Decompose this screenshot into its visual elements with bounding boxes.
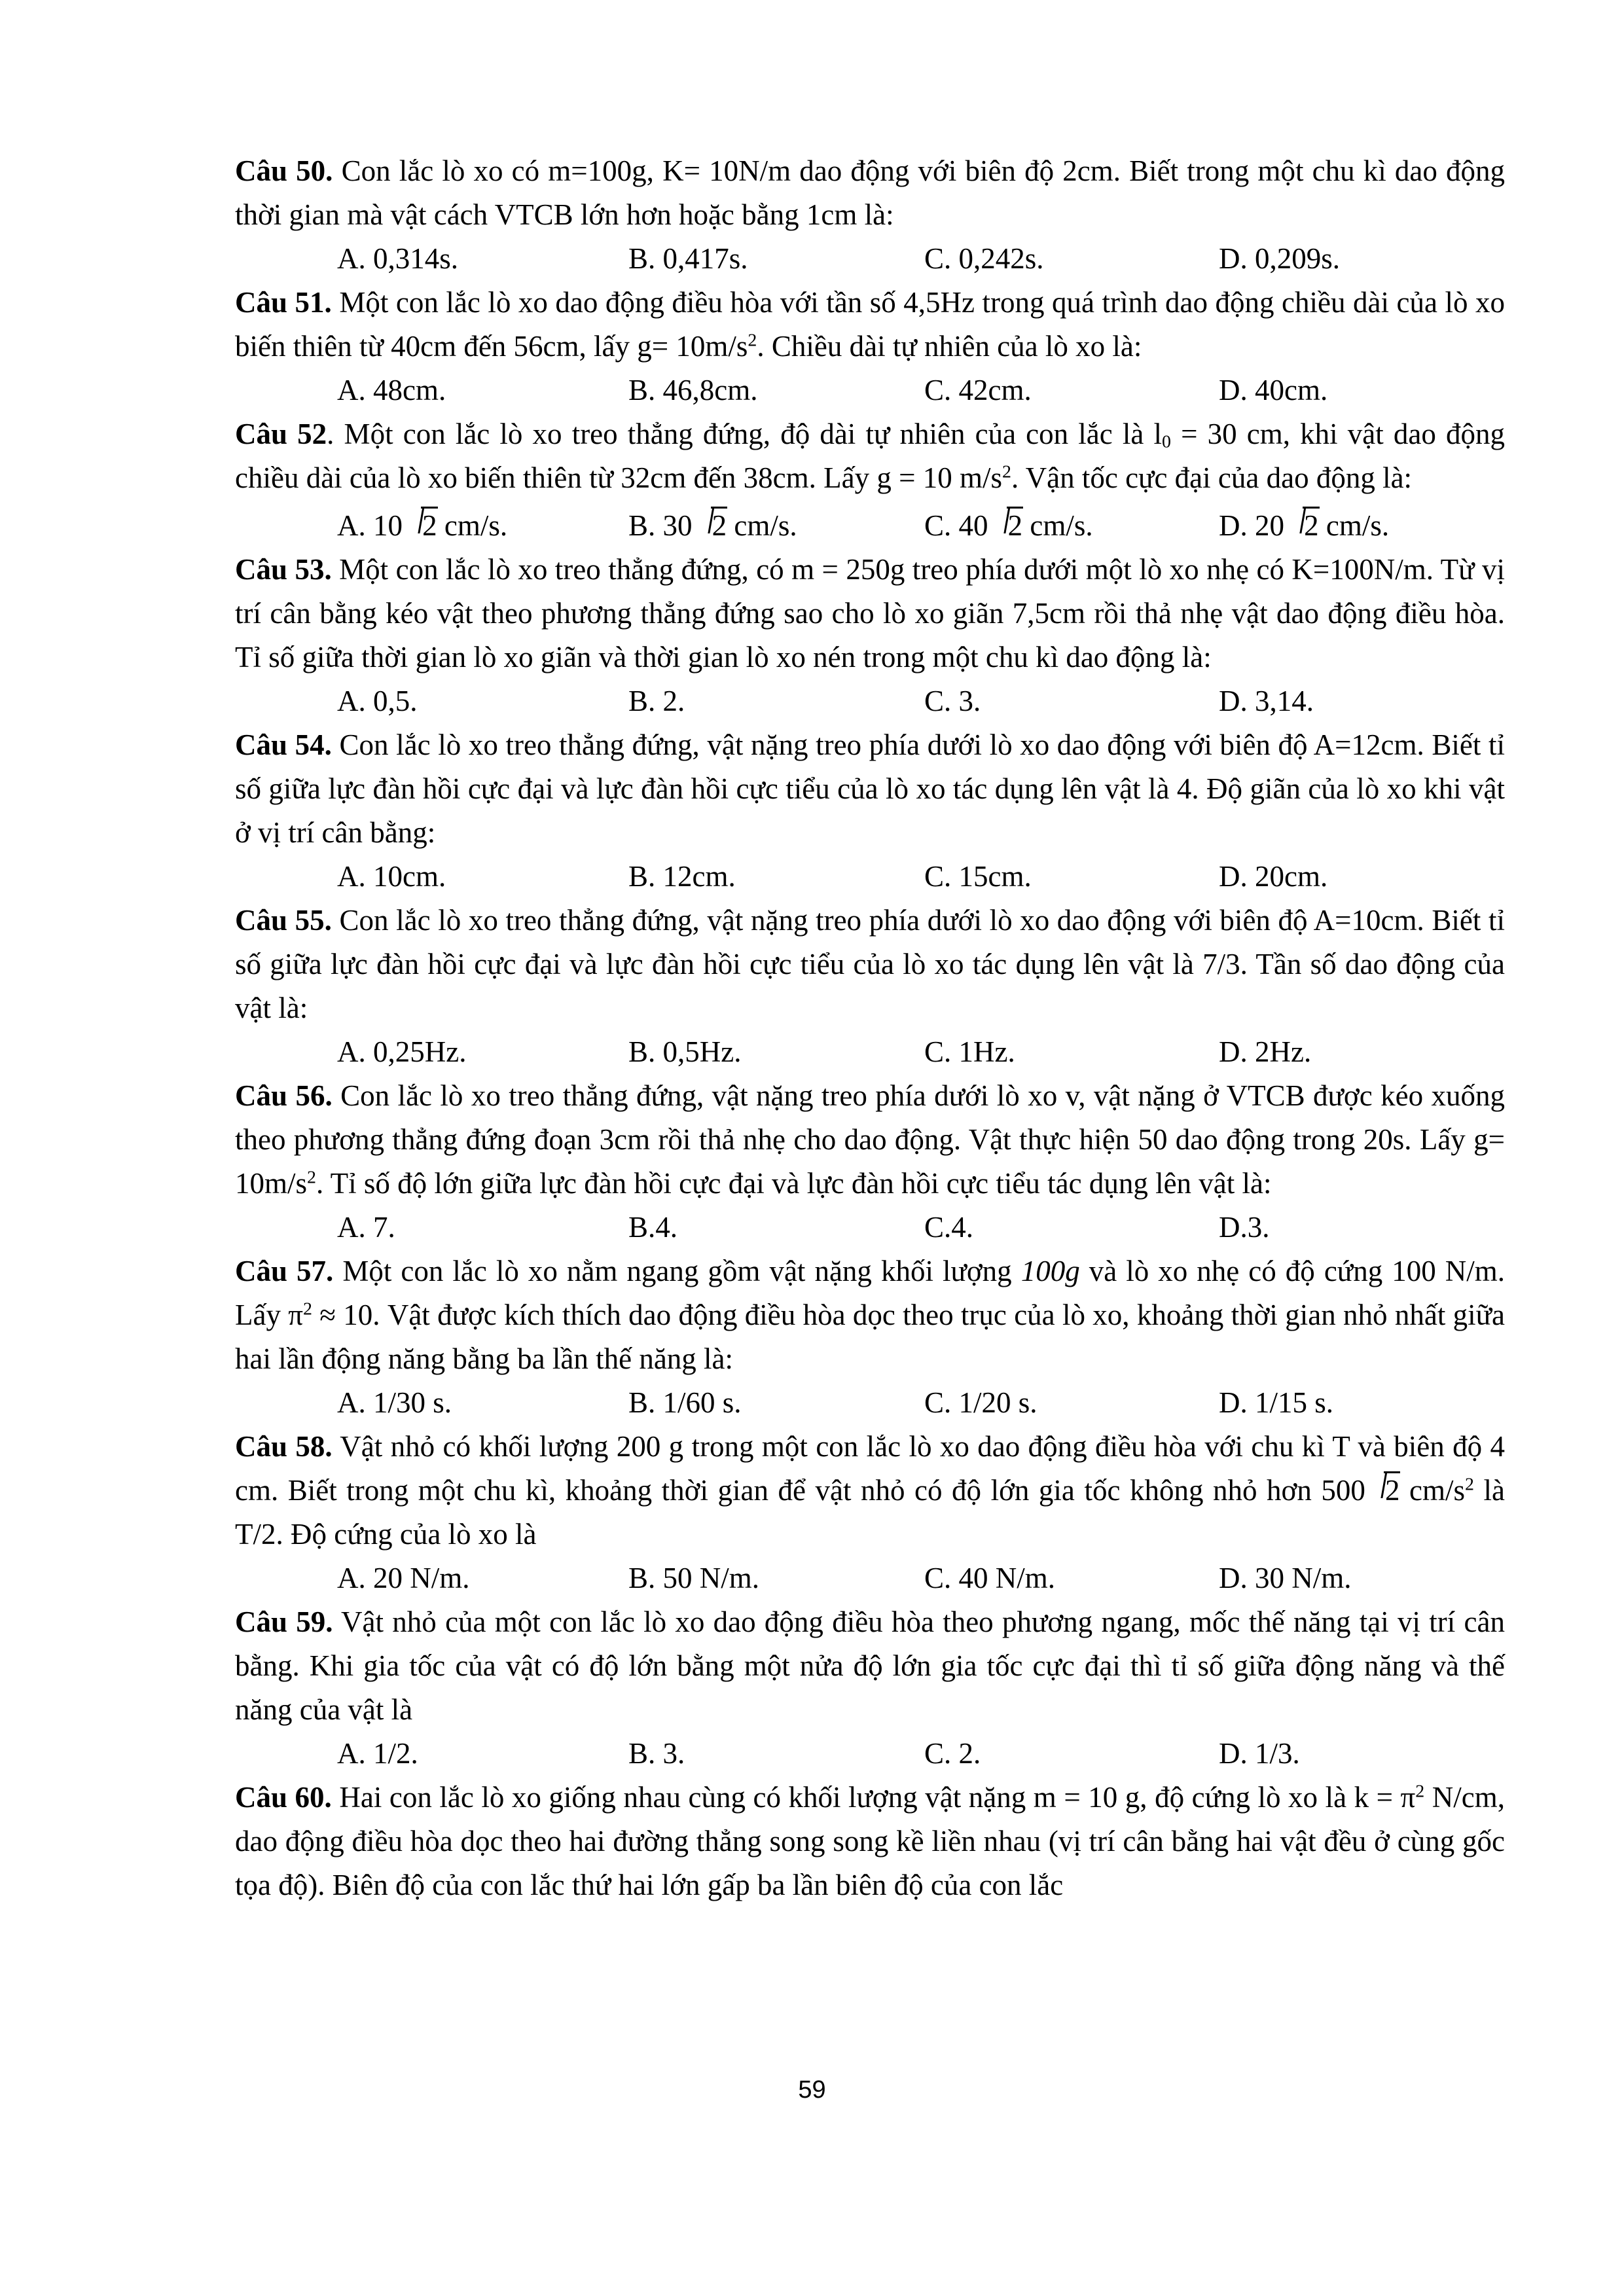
question-text: Hai con lắc lò xo giống nhau cùng có khối lượng vật nặng m = 10 g, độ cứng lò xo là k = π	[331, 1781, 1416, 1814]
sqrt-symbol: 2	[1286, 504, 1318, 548]
option-d: D. 0,209s.	[1219, 242, 1341, 275]
answer-options	[337, 1556, 1505, 1600]
option-d: D. 1/3.	[1219, 1737, 1300, 1770]
option-d: D. 2Hz.	[1219, 1035, 1312, 1068]
exponent: 2	[1002, 461, 1011, 482]
sqrt-symbol: 2	[1367, 1469, 1399, 1513]
question-57	[235, 1249, 1505, 1381]
option-a: A. 0,314s.	[337, 242, 459, 275]
question-60	[235, 1776, 1505, 1907]
option-prefix: A. 10	[337, 509, 403, 542]
option-c: C. 15cm.	[924, 860, 1032, 893]
question-label: Câu 50.	[235, 154, 333, 187]
question-text: Vật nhỏ của một con lắc lò xo dao động điều hòa theo phương ngang, mốc thế năng tại vị trí cân bằng. Khi gia tốc của vật có độ lớn bằng một nửa độ lớn gia tốc cực đại thì tỉ số giữa động năng và thế năng của vật là	[235, 1605, 1505, 1726]
answer-options	[337, 1732, 1505, 1776]
question-text: . Vận tốc cực đại của dao động là:	[1011, 461, 1413, 494]
option-b: B. 46,8cm.	[628, 374, 758, 406]
option-a: A. 48cm.	[337, 374, 446, 406]
exponent: 2	[307, 1167, 316, 1188]
option-d: D. 3,14.	[1219, 685, 1314, 717]
option-c: C. 1/20 s.	[924, 1386, 1038, 1419]
question-text: Một con lắc lò xo dao động điều hòa với tần số 4,5Hz trong quá trình dao động chiều dài của lò xo biến thiên từ 40cm đến 56cm, lấy g= 10m/s	[235, 286, 1506, 363]
option-a: A. 1/2.	[337, 1737, 418, 1770]
exponent: 2	[303, 1299, 312, 1319]
question-50	[235, 149, 1505, 237]
option-a: A. 0,5.	[337, 685, 418, 717]
exponent: 2	[1415, 1781, 1425, 1802]
option-b: B. 3.	[628, 1737, 685, 1770]
answer-options	[337, 679, 1505, 723]
question-text: ≈ 10. Vật được kích thích dao động điều hòa dọc theo trục của lò xo, khoảng thời gian nhỏ nhất giữa hai lần động năng bằng ba lần thế năng là:	[235, 1299, 1505, 1375]
question-text: Con lắc lò xo có m=100g, K= 10N/m dao động với biên độ 2cm. Biết trong một chu kì dao động thời gian mà vật cách VTCB lớn hơn hoặc bằng 1cm là:	[235, 154, 1505, 231]
question-label: Câu 57.	[235, 1255, 334, 1287]
question-text: Con lắc lò xo treo thẳng đứng, vật nặng treo phía dưới lò xo v, vật nặng ở VTCB được kéo xuống theo phương thẳng đứng đoạn 3cm rồi thả nhẹ cho dao động. Vật thực hiện 50 dao động trong 20s. Lấy g= 10m/s	[235, 1079, 1505, 1200]
option-b: B. 12cm.	[628, 860, 736, 893]
option-a: A. 0,25Hz.	[337, 1035, 467, 1068]
question-text: N/cm, dao động điều hòa dọc theo hai đường thẳng song song kề liền nhau (vị trí cân bằng hai vật đều ở cùng gốc tọa độ). Biên độ của con lắc thứ hai lớn gấp ba lần biên độ của con lắc	[235, 1781, 1505, 1901]
option-b: B.4.	[628, 1211, 678, 1244]
option-d	[1219, 504, 1415, 548]
answer-options	[337, 1381, 1505, 1425]
option-d: D.3.	[1219, 1211, 1270, 1244]
option-b: B. 1/60 s.	[628, 1386, 742, 1419]
option-unit: cm/s.	[437, 509, 508, 542]
question-56	[235, 1074, 1505, 1206]
exponent: 2	[748, 330, 757, 351]
question-label: Câu 59.	[235, 1605, 333, 1638]
option-c: C. 2.	[924, 1737, 981, 1770]
option-d: D. 20cm.	[1219, 860, 1328, 893]
option-prefix: D. 20	[1219, 509, 1284, 542]
sqrt-symbol: 2	[990, 504, 1022, 548]
option-prefix: C. 40	[924, 509, 988, 542]
question-text: . Một con lắc lò xo treo thẳng đứng, độ dài tự nhiên của con lắc là l	[327, 418, 1162, 450]
option-d: D. 40cm.	[1219, 374, 1328, 406]
sqrt-symbol: 2	[694, 504, 727, 548]
option-b: B. 0,417s.	[628, 242, 748, 275]
answer-options	[337, 1206, 1505, 1249]
question-text: Một con lắc lò xo treo thẳng đứng, có m = 250g treo phía dưới một lò xo nhẹ có K=100N/m. Từ vị trí cân bằng kéo vật theo phương thẳng đứng sao cho lò xo giãn 7,5cm rồi thả nhẹ vật dao động điều hòa. Tỉ số giữa thời gian lò xo giãn và thời gian lò xo nén trong một chu kì dao động là:	[235, 553, 1505, 673]
option-a	[337, 504, 628, 548]
question-text: và lò xo nhẹ có độ cứng 100 N/m. Lấy π	[235, 1255, 1506, 1331]
sqrt-symbol: 2	[404, 504, 437, 548]
subscript: 0	[1162, 431, 1171, 452]
answer-options	[337, 368, 1505, 412]
question-text: Một con lắc lò xo nằm ngang gồm vật nặng khối lượng	[333, 1255, 1021, 1287]
question-label: Câu 56.	[235, 1079, 333, 1112]
question-52	[235, 412, 1505, 500]
question-54	[235, 723, 1505, 855]
question-text: Con lắc lò xo treo thẳng đứng, vật nặng treo phía dưới lò xo dao động với biên độ A=12cm. Biết tỉ số giữa lực đàn hồi cực đại và lực đàn hồi cực tiểu của lò xo tác dụng lên vật là 4. Độ giãn của lò xo khi vật ở vị trí cân bằng:	[235, 728, 1506, 849]
option-c: C. 42cm.	[924, 374, 1032, 406]
mass-value: 100g	[1020, 1255, 1080, 1287]
question-label: Câu 51.	[235, 286, 332, 319]
option-a: A. 10cm.	[337, 860, 446, 893]
option-b: B. 2.	[628, 685, 685, 717]
option-c: C. 3.	[924, 685, 981, 717]
question-label: Câu 58.	[235, 1430, 333, 1463]
question-text: = 30 cm, khi vật dao động chiều dài của lò xo biến thiên từ 32cm đến 38cm. Lấy g = 10 m/s	[235, 418, 1505, 494]
option-b	[628, 504, 924, 548]
question-text: . Chiều dài tự nhiên của lò xo là:	[757, 330, 1142, 363]
question-59	[235, 1600, 1505, 1732]
option-a: A. 1/30 s.	[337, 1386, 452, 1419]
option-a: A. 20 N/m.	[337, 1562, 470, 1594]
question-55	[235, 899, 1505, 1030]
question-label: Câu 55.	[235, 904, 332, 937]
option-b: B. 50 N/m.	[628, 1562, 760, 1594]
answer-options	[337, 504, 1505, 548]
option-unit: cm/s.	[1022, 509, 1093, 542]
question-text: . Tỉ số độ lớn giữa lực đàn hồi cực đại và lực đàn hồi cực tiểu tác dụng lên vật là:	[316, 1167, 1272, 1200]
option-a: A. 7.	[337, 1211, 395, 1244]
question-label: Câu 54.	[235, 728, 332, 761]
question-51	[235, 281, 1505, 368]
option-unit: cm/s.	[727, 509, 797, 542]
question-label: Câu 52	[235, 418, 327, 450]
question-label: Câu 60.	[235, 1781, 332, 1814]
option-c: C. 0,242s.	[924, 242, 1044, 275]
question-text: là T/2. Độ cứng của lò xo là	[235, 1474, 1505, 1551]
option-prefix: B. 30	[628, 509, 693, 542]
option-d: D. 1/15 s.	[1219, 1386, 1334, 1419]
answer-options	[337, 237, 1505, 281]
question-text: Con lắc lò xo treo thẳng đứng, vật nặng treo phía dưới lò xo dao động với biên độ A=10cm. Biết tỉ số giữa lực đàn hồi cực đại và lực đàn hồi cực tiểu của lò xo tác dụng lên vật là 7/3. Tần số dao động của vật là:	[235, 904, 1506, 1024]
exponent: 2	[1465, 1474, 1474, 1495]
answer-options	[337, 1030, 1505, 1074]
option-c: C. 40 N/m.	[924, 1562, 1056, 1594]
question-list	[235, 149, 1505, 1907]
option-c	[924, 504, 1219, 548]
option-d: D. 30 N/m.	[1219, 1562, 1352, 1594]
question-58	[235, 1425, 1505, 1556]
answer-options	[337, 855, 1505, 899]
option-b: B. 0,5Hz.	[628, 1035, 742, 1068]
question-text: cm/s	[1399, 1474, 1466, 1507]
option-c: C. 1Hz.	[924, 1035, 1015, 1068]
question-text: Vật nhỏ có khối lượng 200 g trong một con lắc lò xo dao động điều hòa với chu kì T và biên độ 4 cm. Biết trong một chu kì, khoảng thời gian để vật nhỏ có độ lớn gia tốc không nhỏ hơn 500	[235, 1430, 1506, 1507]
option-unit: cm/s.	[1318, 509, 1390, 542]
question-53	[235, 548, 1505, 679]
page-number: 59	[798, 2076, 826, 2104]
option-c: C.4.	[924, 1211, 974, 1244]
question-label: Câu 53.	[235, 553, 332, 586]
